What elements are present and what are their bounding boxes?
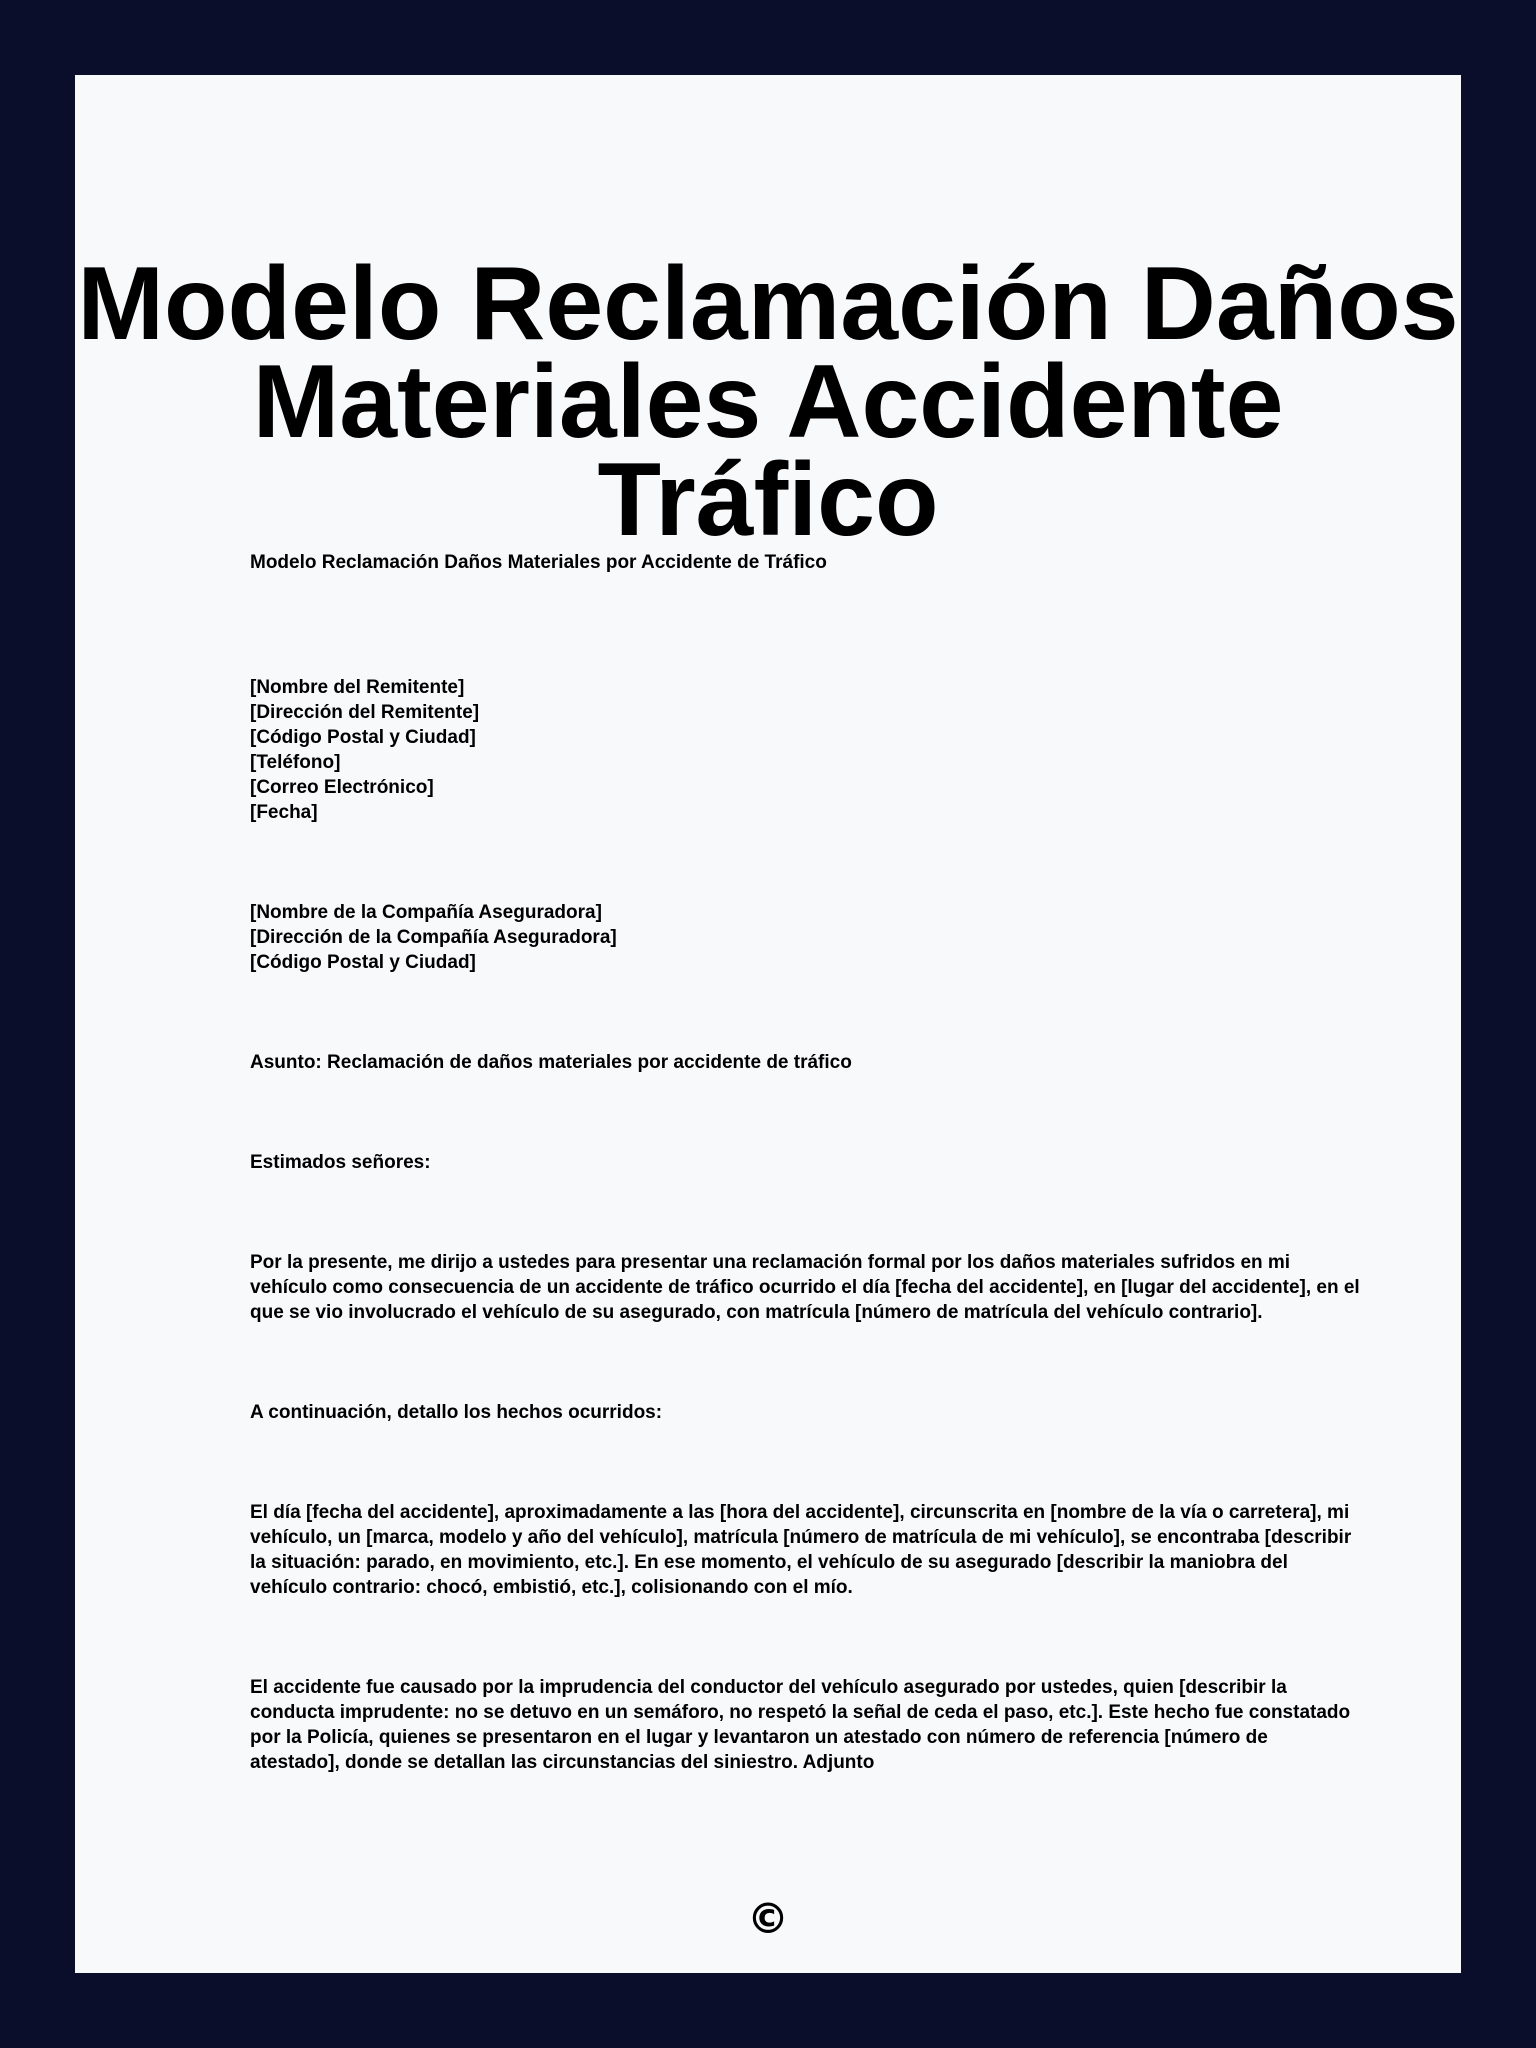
letter-paragraph: El accidente fue causado por la imprudencia del conductor del vehículo asegurado por ustedes, quien [describir la conducta imprudente: no se detuvo en un semáforo, no respetó la señal de ceda el paso, etc.]. Este hecho fue constatado por la Policía, quienes se presentaron en el lugar y levantaron un atestado con número de referencia [número de atestado], donde se detallan las circunstancias del siniestro. Adjunto bbox=[250, 1677, 1351, 1773]
letter-greeting: Estimados señores: bbox=[250, 1152, 431, 1173]
document-subtitle: Modelo Reclamación Daños Materiales por Accidente de Tráfico bbox=[250, 552, 827, 573]
letter-paragraph: El día [fecha del accidente], aproximadamente a las [hora del accidente], circunscrita en [nombre de la vía o carretera], mi vehículo, un [marca, modelo y año del vehículo], matrícula [número de matrícula de mi vehículo], se encontraba [describir la situación: parado, en movimiento, etc.]. En ese momento, el vehículo de su asegurado [describir la maniobra del vehículo contrario: chocó, embistió, etc.], colisionando con el mío. bbox=[250, 1502, 1352, 1598]
sender-postal-city: [Código Postal y Ciudad] bbox=[250, 727, 476, 748]
copyright-icon: © bbox=[747, 1894, 789, 1943]
sender-date: [Fecha] bbox=[250, 802, 318, 823]
letter-paragraph: A continuación, detallo los hechos ocurridos: bbox=[250, 1402, 663, 1423]
document-main-title: Modelo Reclamación Daños Materiales Accidente Tráfico bbox=[77, 246, 1459, 558]
letter-paragraph: Por la presente, me dirijo a ustedes para presentar una reclamación formal por los daños materiales sufridos en mi vehículo como consecuencia de un accidente de tráfico ocurrido el día [fecha del accidente], en [lugar del accidente], en el que se vio involucrado el vehículo de su asegurado, con matrícula [número de matrícula del vehículo contrario]. bbox=[250, 1252, 1360, 1323]
document-body bbox=[250, 550, 1360, 1775]
sender-name: [Nombre del Remitente] bbox=[250, 677, 465, 698]
recipient-block bbox=[250, 900, 1360, 975]
document-page bbox=[75, 75, 1461, 1973]
sender-phone: [Teléfono] bbox=[250, 752, 341, 773]
recipient-company-address: [Dirección de la Compañía Aseguradora] bbox=[250, 927, 617, 948]
recipient-company-name: [Nombre de la Compañía Aseguradora] bbox=[250, 902, 602, 923]
sender-address: [Dirección del Remitente] bbox=[250, 702, 480, 723]
sender-email: [Correo Electrónico] bbox=[250, 777, 434, 798]
letter-subject: Asunto: Reclamación de daños materiales por accidente de tráfico bbox=[250, 1052, 852, 1073]
sender-block bbox=[250, 675, 1360, 825]
recipient-postal-city: [Código Postal y Ciudad] bbox=[250, 952, 476, 973]
